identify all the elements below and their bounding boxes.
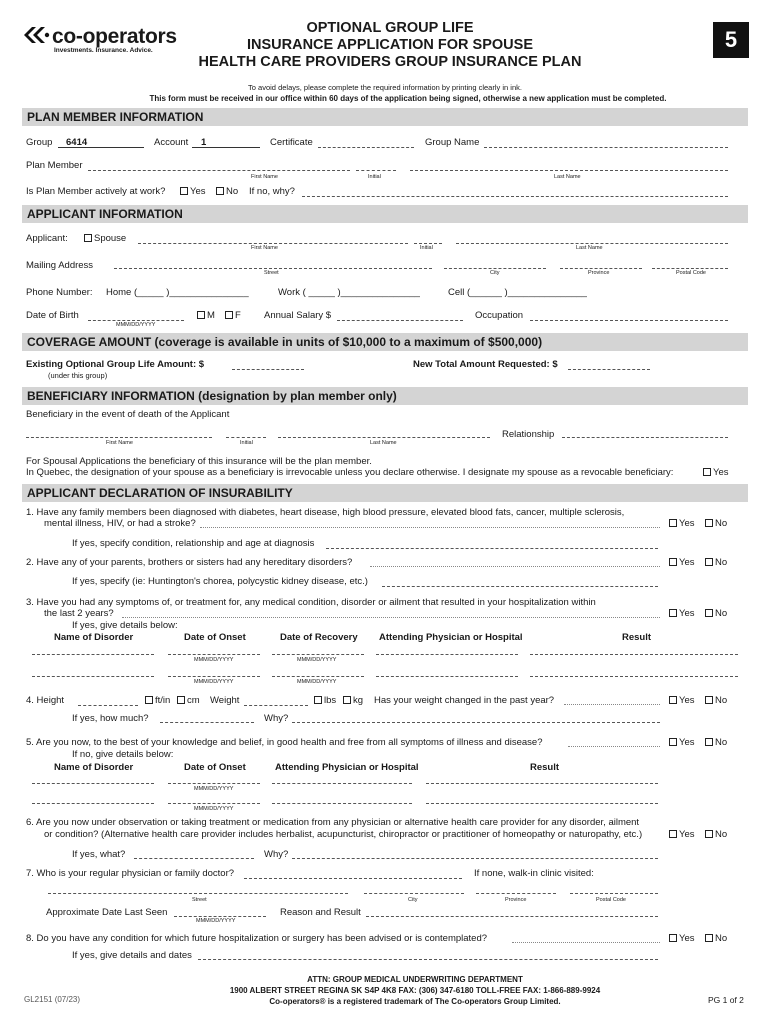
checkbox[interactable] [703,468,711,476]
salary-label: Annual Salary $ [264,310,332,321]
q3-row2-result[interactable] [530,676,738,677]
question-6-line-2: or condition? (Alternative health care provider includes herbalist, acupuncturist, chiropractor or practitioner of homeopathy or naturopathy, etc.) [44,829,643,840]
q2-yes[interactable]: Yes [669,557,695,568]
checkbox[interactable] [705,830,713,838]
physician-city-field[interactable] [364,893,464,894]
why-label: Why? [264,713,289,724]
quebec-note: In Quebec, the designation of your spouse as a beneficiary is irrevocable unless you declare otherwise. I designate my spouse as a revocable beneficiary: [26,467,674,478]
question-8-followup: If yes, give details and dates [72,950,192,961]
physician-postal-field[interactable] [570,893,658,894]
weight-label: Weight [210,695,240,706]
q3-yes[interactable]: Yes [669,608,695,619]
certificate-label: Certificate [270,137,313,148]
sub-province: Province [505,897,527,903]
question-2-followup: If yes, specify (ie: Huntington's chorea, polycystic kidney disease, etc.) [72,576,368,587]
question-7: 7. Who is your regular physician or family doctor? [26,868,235,879]
physician-province-field[interactable] [476,893,556,894]
sub-first-name: First Name [251,174,278,180]
group-name-field[interactable] [484,147,728,148]
physician-street-field[interactable] [48,893,348,894]
checkbox[interactable] [216,187,224,195]
active-at-work-question: Is Plan Member actively at work? [26,186,166,197]
home-phone-label: Home (_____ )_______________ [106,287,249,298]
checkbox[interactable] [669,696,677,704]
section-coverage: COVERAGE AMOUNT (coverage is available in units of $10,000 to a maximum of $500,000) [22,333,748,351]
occupation-label: Occupation [475,310,524,321]
form-title [190,20,590,71]
checkbox[interactable] [84,234,92,242]
question-5-followup: If no, give details below: [72,749,174,760]
plan-member-initial-field[interactable] [356,170,396,171]
checkbox[interactable] [669,934,677,942]
if-yes-what-field[interactable] [134,858,254,859]
account-value: 1 [201,137,207,148]
q5-row2-onset[interactable] [168,803,260,804]
sub-postal: Postal Code [596,897,626,903]
col-result: Result [622,632,652,643]
checkbox[interactable] [705,738,713,746]
q3-row1-onset[interactable] [168,654,260,655]
q4-yes[interactable]: Yes [669,695,695,706]
q1-details-field[interactable] [326,548,658,549]
question-1-line-2: mental illness, HIV, or had a stroke? [44,518,196,529]
plan-member-label: Plan Member [26,160,83,171]
checkbox[interactable] [225,311,233,319]
how-much-field[interactable] [160,722,254,723]
question-2: 2. Have any of your parents, brothers or sisters had any hereditary disorders? [26,557,353,568]
q3-row2-physician[interactable] [376,676,518,677]
sub-first-name: First Name [251,245,278,251]
why-field[interactable] [292,858,658,859]
active-no-option[interactable]: No [216,186,238,197]
applicant-label: Applicant: [26,233,68,244]
checkbox[interactable] [177,696,185,704]
how-much-label: If yes, how much? [72,713,149,724]
beneficiary-initial-field[interactable] [226,437,266,438]
q3-row1-result[interactable] [530,654,738,655]
physician-name-field[interactable] [244,878,462,879]
group-label: Group [26,137,53,148]
q5-row2-result[interactable] [426,803,658,804]
date-format: MMM/DD/YYYY [194,806,234,812]
beneficiary-first-field[interactable] [26,437,212,438]
logo-tagline: Investments. Insurance. Advice. [54,47,153,54]
title-line-3: HEALTH CARE PROVIDERS GROUP INSURANCE PLAN [198,54,582,70]
q5-row2-disorder[interactable] [32,803,154,804]
postal-code-field[interactable] [652,268,728,269]
reason-result-label: Reason and Result [280,907,361,918]
col-attending-physician: Attending Physician or Hospital [275,762,419,773]
dob-field[interactable] [88,320,184,321]
question-3-line-2: the last 2 years? [44,608,114,619]
spouse-option[interactable]: Spouse [84,233,126,244]
unit-lbs-option[interactable]: lbs [314,695,336,706]
checkbox[interactable] [669,830,677,838]
weight-field[interactable] [244,705,308,706]
leader-dots [122,617,660,618]
reason-result-field[interactable] [366,916,658,917]
new-amount-label: New Total Amount Requested: $ [413,359,558,370]
sub-city: City [490,270,500,276]
q5-no[interactable]: No [705,737,727,748]
applicant-last-field[interactable] [456,243,728,244]
q3-row1-physician[interactable] [376,654,518,655]
phone-label: Phone Number: [26,287,93,298]
account-label: Account [154,137,189,148]
existing-amount-sub: (under this group) [48,371,108,380]
col-name-of-disorder: Name of Disorder [54,762,134,773]
sub-street: Street [192,897,207,903]
sub-first-name: First Name [106,440,133,446]
question-3-followup: If yes, give details below: [72,620,178,631]
checkbox[interactable] [705,696,713,704]
unit-ftin-option[interactable]: ft/in [145,695,170,706]
why-label: Why? [264,849,289,860]
question-1-followup: If yes, specify condition, relationship and age at diagnosis [72,538,315,549]
q6-yes[interactable]: Yes [669,829,695,840]
cell-phone-label: Cell (______ )_______________ [448,287,587,298]
height-field[interactable] [78,705,138,706]
sub-city: City [408,897,418,903]
co-operators-logo [24,24,177,54]
relationship-label: Relationship [502,429,555,440]
sub-last-name: Last Name [370,440,397,446]
existing-amount-field[interactable] [232,369,304,370]
sex-m-option[interactable]: M [197,310,215,321]
col-date-of-recovery: Date of Recovery [280,632,358,643]
leader-dots [512,942,660,943]
leader-dots [564,704,660,705]
date-format: MMM/DD/YYYY [194,786,234,792]
q3-row1-recovery[interactable] [272,654,364,655]
section-applicant: APPLICANT INFORMATION [22,205,748,223]
q1-yes[interactable]: Yes [669,518,695,529]
group-value: 6414 [66,137,88,148]
q5-row2-physician[interactable] [272,803,412,804]
q8-yes[interactable]: Yes [669,933,695,944]
date-format: MMM/DD/YYYY [196,918,236,924]
checkbox[interactable] [669,519,677,527]
checkbox[interactable] [705,558,713,566]
question-4-height: 4. Height [26,695,65,706]
beneficiary-last-field[interactable] [278,437,490,438]
q5-row1-onset[interactable] [168,783,260,784]
date-format: MMM/DD/YYYY [297,657,337,663]
applicant-first-field[interactable] [138,243,408,244]
group-name-label: Group Name [425,137,480,148]
q8-no[interactable]: No [705,933,727,944]
footer-attn: ATTN: GROUP MEDICAL UNDERWRITING DEPARTMENT [307,975,523,984]
checkbox[interactable] [705,519,713,527]
footer-address: 1900 ALBERT STREET REGINA SK S4P 4K8 FAX: (306) 347-6180 TOLL-FREE FAX: 1-866-889-9924 [229,986,601,995]
sub-province: Province [588,270,610,276]
checkbox[interactable] [197,311,205,319]
q5-row1-result[interactable] [426,783,658,784]
sub-postal: Postal Code [676,270,706,276]
mailing-address-label: Mailing Address [26,260,94,271]
checkbox[interactable] [343,696,351,704]
q1-no[interactable]: No [705,518,727,529]
existing-amount-label: Existing Optional Group Life Amount: $ [26,359,205,370]
col-date-of-onset: Date of Onset [184,632,246,643]
checkbox[interactable] [669,609,677,617]
revocable-yes-option[interactable]: Yes [703,467,729,478]
if-yes-what-label: If yes, what? [72,849,126,860]
title-line-2: INSURANCE APPLICATION FOR SPOUSE [247,37,533,53]
weight-changed-question: Has your weight changed in the past year? [374,695,555,706]
active-yes-option[interactable]: Yes [180,186,206,197]
spousal-note: For Spousal Applications the beneficiary of this insurance will be the plan member. [26,456,372,467]
instruction-note: To avoid delays, please complete the required information by printing clearly in ink. [248,83,522,92]
date-format: MMM/DD/YYYY [194,657,234,663]
title-line-1: OPTIONAL GROUP LIFE [306,20,474,36]
leader-dots [200,527,660,528]
footer-trademark: Co-operators® is a registered trademark of The Co-operators Group Limited. [269,997,561,1006]
q3-row2-recovery[interactable] [272,676,364,677]
sex-f-option[interactable]: F [225,310,241,321]
col-result: Result [530,762,560,773]
q5-yes[interactable]: Yes [669,737,695,748]
checkbox[interactable] [314,696,322,704]
if-no-why-label: If no, why? [249,186,295,197]
street-field[interactable] [114,268,432,269]
sub-initial: Initial [368,174,381,180]
walk-in-label: If none, walk-in clinic visited: [474,868,594,879]
section-plan-member: PLAN MEMBER INFORMATION [22,108,748,126]
date-format: MMM/DD/YYYY [297,679,337,685]
sub-initial: Initial [240,440,253,446]
plan-member-first-field[interactable] [88,170,350,171]
form-code: GL2151 (07/23) [24,995,81,1004]
new-amount-field[interactable] [568,369,650,370]
sub-last-name: Last Name [576,245,603,251]
checkbox[interactable] [180,187,188,195]
col-date-of-onset: Date of Onset [184,762,246,773]
checkbox[interactable] [669,558,677,566]
q5-row1-disorder[interactable] [32,783,154,784]
if-no-why-field[interactable] [302,196,728,197]
q4-no[interactable]: No [705,695,727,706]
unit-cm-option[interactable]: cm [177,695,200,706]
section-beneficiary: BENEFICIARY INFORMATION (designation by plan member only) [22,387,748,405]
unit-kg-option[interactable]: kg [343,695,363,706]
logo-name: co-operators [52,24,177,48]
applicant-initial-field[interactable] [414,243,442,244]
q2-no[interactable]: No [705,557,727,568]
work-phone-label: Work ( _____ )_______________ [278,287,420,298]
question-8: 8. Do you have any condition for which future hospitalization or surgery has been advised or is contemplated? [26,933,488,944]
leader-dots [370,566,660,567]
question-3-line-1: 3. Have you had any symptoms of, or treatment for, any medical condition, disorder or ailment that resulted in your hospitalization within [26,597,596,608]
why-field[interactable] [292,722,660,723]
salary-field[interactable] [337,320,463,321]
q5-row1-physician[interactable] [272,783,412,784]
col-name-of-disorder: Name of Disorder [54,632,134,643]
dob-label: Date of Birth [26,310,79,321]
q3-row2-onset[interactable] [168,676,260,677]
date-format: MMM/DD/YYYY [194,679,234,685]
leader-dots [568,746,660,747]
certificate-field[interactable] [318,147,414,148]
province-field[interactable] [560,268,642,269]
q2-details-field[interactable] [382,586,658,587]
relationship-field[interactable] [562,437,728,438]
checkbox[interactable] [669,738,677,746]
plan-member-last-field[interactable] [410,170,728,171]
page-indicator: PG 1 of 2 [708,995,744,1005]
q6-no[interactable]: No [705,829,727,840]
approx-date-field[interactable] [174,916,266,917]
question-1-line-1: 1. Have any family members been diagnosed with diabetes, heart disease, high blood pressure, elevated blood fats, cancer, multiple sclerosis, [26,507,625,518]
dob-format: MMM/DD/YYYY [116,322,156,328]
occupation-field[interactable] [530,320,728,321]
checkbox[interactable] [705,934,713,942]
col-attending-physician: Attending Physician or Hospital [379,632,523,643]
question-6-line-1: 6. Are you now under observation or taking treatment or medication from any physician or alternative health care provider for any disorder, ailment [26,817,640,828]
q8-details-field[interactable] [198,959,658,960]
beneficiary-intro: Beneficiary in the event of death of the Applicant [26,409,230,420]
sub-street: Street [264,270,279,276]
question-5: 5. Are you now, to the best of your knowledge and belief, in good health and free from all symptoms of illness and disease? [26,737,543,748]
q3-row2-disorder[interactable] [32,676,154,677]
approx-date-label: Approximate Date Last Seen [46,907,168,918]
q3-no[interactable]: No [705,608,727,619]
chevron-logo-icon [24,24,50,49]
city-field[interactable] [444,268,546,269]
sub-last-name: Last Name [554,174,581,180]
sub-initial: Initial [420,245,433,251]
form-number-badge: 5 [713,22,749,58]
checkbox[interactable] [145,696,153,704]
deadline-note: This form must be received in our office within 60 days of the application being signed, otherwise a new application must be completed. [149,94,667,103]
checkbox[interactable] [705,609,713,617]
q3-row1-disorder[interactable] [32,654,154,655]
section-declaration: APPLICANT DECLARATION OF INSURABILITY [22,484,748,502]
